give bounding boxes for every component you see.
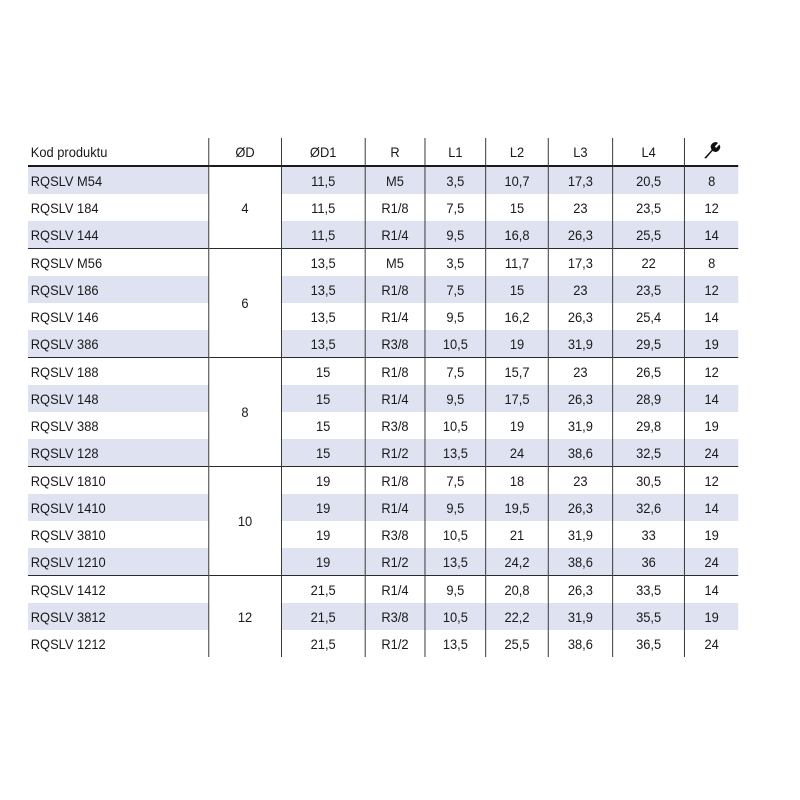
table-row [28,385,738,412]
cell-r: R1/8 [365,194,425,221]
header-kod-produktu: Kod produktu [28,138,209,166]
cell-l2: 15 [486,194,549,221]
cell-od1: 21,5 [281,603,365,630]
cell-r: R3/8 [365,330,425,358]
cell-wrench-size: 19 [685,603,739,630]
header-l1: L1 [425,138,486,166]
cell-od1: 19 [281,494,365,521]
cell-l3: 31,9 [548,603,612,630]
cell-kod-produktu: RQSLV 1412 [28,576,209,604]
table-row [28,166,738,194]
cell-l4: 25,5 [613,221,685,249]
cell-l4: 25,4 [613,303,685,330]
cell-kod-produktu: RQSLV 388 [30,417,99,434]
cell-wrench-size: 24 [685,548,739,576]
cell-l3: 26,3 [548,494,612,521]
table-row [28,221,738,249]
cell-r: R1/2 [365,630,425,657]
table-row [28,439,738,467]
table-row [28,630,738,657]
cell-l2: 16,2 [486,303,549,330]
cell-l2: 15,7 [486,358,549,386]
cell-kod-produktu: RQSLV 3812 [28,603,209,630]
cell-l2: 18 [486,467,549,495]
header-l2: L2 [486,138,549,166]
table-row [28,467,738,495]
table-row [28,494,738,521]
cell-wrench-size: 12 [685,358,739,386]
cell-kod-produktu: RQSLV 3810 [30,526,106,543]
cell-l1: 9,5 [425,385,486,412]
cell-l2: 21 [486,521,549,548]
cell-l4: 23,5 [613,194,685,221]
cell-od1: 11,5 [281,166,365,194]
cell-l1: 3,5 [425,166,486,194]
cell-l1: 9,5 [425,303,486,330]
cell-od: 12 [209,576,282,658]
cell-l3: 38,6 [548,439,612,467]
cell-l4: 32,5 [613,439,685,467]
cell-l3: 23 [548,358,612,386]
cell-l1: 7,5 [425,276,486,303]
cell-l1: 13,5 [425,548,486,576]
cell-l4: 26,5 [613,358,685,386]
cell-r: R1/4 [365,576,425,604]
header-od1: ØD1 [281,138,365,166]
cell-l3: 26,3 [548,303,612,330]
cell-od1: 13,5 [281,249,365,277]
cell-r: R3/8 [365,412,425,439]
cell-od1: 15 [281,439,365,467]
cell-l2: 24,2 [486,548,549,576]
cell-wrench-size: 8 [685,166,739,194]
cell-kod-produktu: RQSLV M56 [28,249,209,277]
cell-od1: 15 [281,412,365,439]
cell-od1: 13,5 [281,276,365,303]
cell-l1: 13,5 [425,439,486,467]
cell-l1: 13,5 [425,630,486,657]
cell-od1: 19 [281,521,365,548]
table-row [28,303,738,330]
cell-l3: 31,9 [548,412,612,439]
cell-wrench-size: 19 [685,330,739,358]
table-row [28,576,738,604]
cell-l1: 10,5 [425,330,486,358]
cell-l3: 17,3 [548,166,612,194]
cell-l3: 38,6 [548,548,612,576]
header-wrench [685,138,739,166]
cell-wrench-size: 24 [685,630,739,657]
cell-l4: 23,5 [613,276,685,303]
cell-r: M5 [365,249,425,277]
cell-l1: 10,5 [425,603,486,630]
header-row [28,138,738,166]
cell-od1: 21,5 [281,576,365,604]
cell-l3: 23 [548,194,612,221]
header-l4: L4 [613,138,685,166]
cell-l4: 28,9 [613,385,685,412]
cell-od1: 13,5 [281,303,365,330]
cell-r: R3/8 [365,603,425,630]
cell-l1: 10,5 [425,521,486,548]
cell-l2: 10,7 [486,166,549,194]
cell-l1: 7,5 [425,194,486,221]
cell-l4: 35,5 [613,603,685,630]
cell-l2: 24 [486,439,549,467]
cell-l3: 17,3 [548,249,612,277]
cell-od1: 13,5 [281,330,365,358]
cell-od: 8 [209,358,282,467]
cell-od1: 15 [281,358,365,386]
cell-r: R1/4 [365,221,425,249]
table-row [28,521,738,548]
table-row [28,548,738,576]
cell-kod-produktu: RQSLV M54 [28,166,209,194]
cell-kod-produktu: RQSLV 1212 [30,635,106,652]
cell-l4: 22 [613,249,685,277]
cell-l2: 11,7 [486,249,549,277]
table-row [28,358,738,386]
cell-r: M5 [365,166,425,194]
cell-wrench-size: 8 [685,249,739,277]
cell-kod-produktu: RQSLV 188 [28,358,209,386]
header-l3: L3 [548,138,612,166]
cell-r: R1/4 [365,494,425,521]
cell-kod-produktu: RQSLV 386 [28,330,209,358]
cell-od: 4 [209,166,282,249]
table-row [28,603,738,630]
cell-od1: 11,5 [281,194,365,221]
cell-wrench-size: 12 [685,194,739,221]
table-row [28,330,738,358]
cell-wrench-size: 19 [685,521,739,548]
table-row [28,194,738,221]
cell-r: R1/2 [365,548,425,576]
cell-l1: 3,5 [425,249,486,277]
cell-l4: 29,8 [613,412,685,439]
cell-l3: 23 [548,467,612,495]
cell-l2: 15 [486,276,549,303]
cell-r: R1/2 [365,439,425,467]
cell-l2: 17,5 [486,385,549,412]
cell-l1: 9,5 [425,494,486,521]
cell-l2: 22,2 [486,603,549,630]
cell-l1: 9,5 [425,576,486,604]
cell-od: 6 [209,249,282,358]
header-od: ØD [209,138,282,166]
cell-r: R1/4 [365,303,425,330]
cell-wrench-size: 12 [685,467,739,495]
cell-od1: 21,5 [281,630,365,657]
cell-l1: 7,5 [425,467,486,495]
cell-od1: 15 [281,385,365,412]
cell-wrench-size: 14 [685,385,739,412]
cell-kod-produktu: RQSLV 186 [28,276,209,303]
cell-wrench-size: 14 [685,494,739,521]
cell-l2: 19 [486,412,549,439]
cell-l3: 31,9 [548,330,612,358]
cell-l3: 23 [548,276,612,303]
cell-l4: 33 [613,521,685,548]
cell-l4: 33,5 [613,576,685,604]
cell-l4: 20,5 [613,166,685,194]
cell-l2: 20,8 [486,576,549,604]
cell-r: R3/8 [365,521,425,548]
cell-r: R1/8 [365,358,425,386]
table-row [28,276,738,303]
cell-kod-produktu: RQSLV 128 [28,439,209,467]
cell-l3: 38,6 [548,630,612,657]
wrench-icon [702,140,722,163]
cell-kod-produktu: RQSLV 146 [30,308,99,325]
cell-wrench-size: 14 [685,576,739,604]
cell-kod-produktu: RQSLV 1410 [28,494,209,521]
cell-l4: 29,5 [613,330,685,358]
cell-l3: 31,9 [548,521,612,548]
cell-l3: 26,3 [548,221,612,249]
cell-l1: 7,5 [425,358,486,386]
cell-od1: 11,5 [281,221,365,249]
table-row [28,412,738,439]
cell-r: R1/4 [365,385,425,412]
cell-wrench-size: 19 [685,412,739,439]
cell-l1: 9,5 [425,221,486,249]
cell-od1: 19 [281,467,365,495]
cell-kod-produktu: RQSLV 184 [30,199,99,216]
cell-kod-produktu: RQSLV 148 [28,385,209,412]
cell-l2: 25,5 [486,630,549,657]
product-table [28,138,738,657]
cell-kod-produktu: RQSLV 1810 [28,467,209,495]
cell-l2: 19,5 [486,494,549,521]
cell-wrench-size: 12 [685,276,739,303]
table-row [28,249,738,277]
cell-r: R1/8 [365,276,425,303]
cell-l4: 36 [613,548,685,576]
cell-l3: 26,3 [548,385,612,412]
cell-od: 10 [209,467,282,576]
cell-wrench-size: 24 [685,439,739,467]
cell-wrench-size: 14 [685,221,739,249]
cell-wrench-size: 14 [685,303,739,330]
cell-l3: 26,3 [548,576,612,604]
cell-od1: 19 [281,548,365,576]
header-r: R [365,138,425,166]
cell-kod-produktu: RQSLV 144 [28,221,209,249]
cell-kod-produktu: RQSLV 1210 [28,548,209,576]
cell-l4: 30,5 [613,467,685,495]
cell-r: R1/8 [365,467,425,495]
cell-l4: 36,5 [613,630,685,657]
cell-l2: 19 [486,330,549,358]
cell-l1: 10,5 [425,412,486,439]
cell-l2: 16,8 [486,221,549,249]
cell-l4: 32,6 [613,494,685,521]
